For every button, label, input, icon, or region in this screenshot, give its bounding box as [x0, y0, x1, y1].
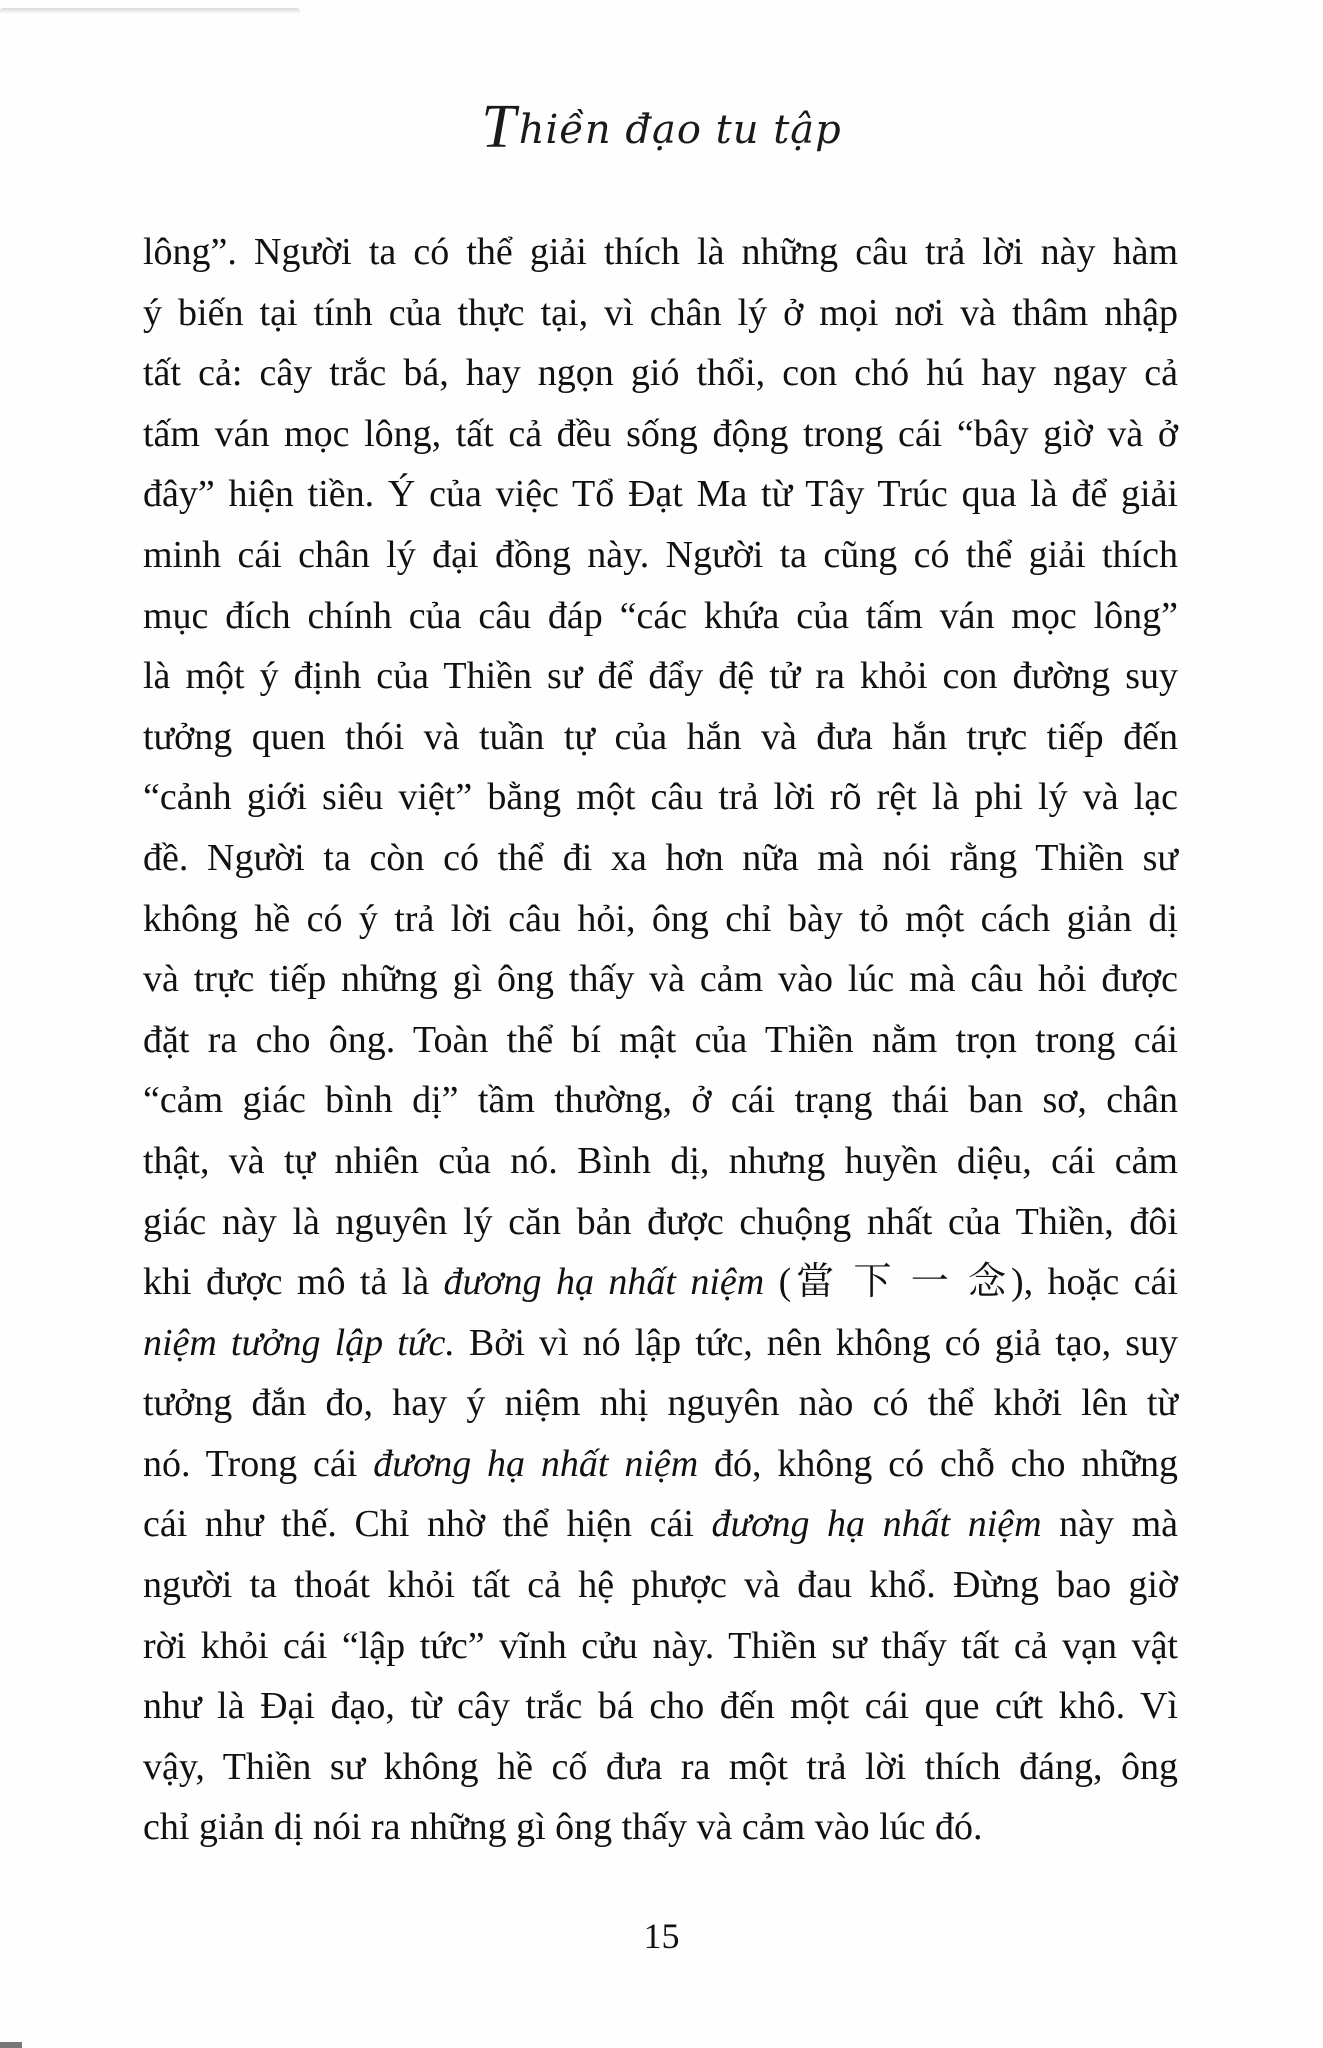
text-segment: chỉ giản dị nói ra những gì ông thấy và cảm vào lúc đó.: [143, 1806, 983, 1849]
text-segment: minh cái chân lý đại đồng này. Người ta cũng có thể giải thích: [143, 533, 1178, 576]
text-line: [143, 828, 1178, 889]
text-segment: và trực tiếp những gì ông thấy và cảm vào lúc mà câu hỏi được: [143, 958, 1178, 1001]
text-segment: này mà: [1041, 1503, 1178, 1546]
text-line: [143, 464, 1178, 525]
text-segment: là một ý định của Thiền sư để đẩy đệ tử ra khỏi con đường suy: [143, 655, 1178, 698]
text-segment: đặt ra cho ông. Toàn thể bí mật của Thiền nằm trọn trong cái: [143, 1018, 1178, 1061]
text-segment: (當 下 一 念), hoặc cái: [764, 1261, 1178, 1304]
text-segment: không hề có ý trả lời câu hỏi, ông chỉ bày tỏ một cách giản dị: [143, 897, 1178, 940]
text-line: [143, 1737, 1178, 1798]
text-segment: “cảnh giới siêu việt” bằng một câu trả lời rõ rệt là phi lý và lạc: [143, 776, 1178, 819]
scan-edge-shadow: [0, 8, 300, 14]
text-line: [143, 767, 1178, 828]
italic-term: đương hạ nhất niệm: [373, 1442, 699, 1485]
text-line: [143, 1555, 1178, 1616]
text-segment: lông”. Người ta có thể giải thích là những câu trả lời này hàm: [143, 231, 1178, 273]
text-segment: đề. Người ta còn có thể đi xa hơn nữa mà nói rằng Thiền sư: [143, 836, 1178, 879]
text-segment: cái như thế. Chỉ nhờ thể hiện cái: [143, 1503, 712, 1546]
text-segment: tấm ván mọc lông, tất cả đều sống động trong cái “bây giờ và ở: [143, 412, 1178, 455]
text-line: [143, 646, 1178, 707]
text-segment: ý biến tại tính của thực tại, vì chân lý ở mọi nơi và thâm nhập: [143, 291, 1178, 334]
italic-term: niệm tưởng lập tức.: [143, 1321, 455, 1364]
running-head-initial: T: [481, 93, 517, 161]
text-line: [143, 1131, 1178, 1192]
text-line: [143, 1313, 1178, 1374]
text-line: [143, 1252, 1178, 1313]
text-line: [143, 343, 1178, 404]
text-line: [143, 525, 1178, 586]
text-line: [143, 586, 1178, 647]
text-line: [143, 222, 1178, 283]
body-paragraph: [143, 222, 1178, 1858]
text-segment: khi được mô tả là: [143, 1261, 444, 1304]
italic-term: đương hạ nhất niệm: [711, 1503, 1042, 1546]
text-segment: nó. Trong cái: [143, 1442, 374, 1485]
text-line: [143, 1192, 1178, 1253]
text-segment: thật, và tự nhiên của nó. Bình dị, nhưng huyền diệu, cái cảm: [143, 1139, 1178, 1182]
text-segment: “cảm giác bình dị” tầm thường, ở cái trạng thái ban sơ, chân: [143, 1079, 1178, 1122]
text-segment: vậy, Thiền sư không hề cố đưa ra một trả lời thích đáng, ông: [143, 1745, 1178, 1788]
text-segment: người ta thoát khỏi tất cả hệ phược và đau khổ. Đừng bao giờ: [143, 1564, 1178, 1607]
text-segment: rời khỏi cái “lập tức” vĩnh cửu này. Thiền sư thấy tất cả vạn vật: [143, 1624, 1178, 1667]
text-line: [143, 1373, 1178, 1434]
page-number: 15: [643, 1916, 680, 1956]
italic-term: đương hạ nhất niệm: [443, 1261, 765, 1304]
running-head-title: hiền đạo tu tập: [518, 107, 842, 153]
text-line: [143, 707, 1178, 768]
text-line: [143, 1616, 1178, 1677]
text-line: [143, 1494, 1178, 1555]
text-line: [143, 404, 1178, 465]
text-line: [143, 949, 1178, 1010]
text-segment: tưởng đắn đo, hay ý niệm nhị nguyên nào có thể khởi lên từ: [143, 1382, 1178, 1425]
text-segment: đây” hiện tiền. Ý của việc Tổ Đạt Ma từ Tây Trúc qua là để giải: [143, 473, 1178, 516]
running-head: [0, 88, 1323, 159]
text-line: [143, 1010, 1178, 1071]
text-line: [143, 889, 1178, 950]
text-line: [143, 283, 1178, 344]
text-line: [143, 1797, 1178, 1858]
text-segment: tất cả: cây trắc bá, hay ngọn gió thổi, con chó hú hay ngay cả: [143, 352, 1178, 395]
text-line: [143, 1434, 1178, 1495]
text-segment: mục đích chính của câu đáp “các khứa của tấm ván mọc lông”: [143, 594, 1178, 637]
text-line: [143, 1070, 1178, 1131]
text-line: [143, 1676, 1178, 1737]
text-segment: giác này là nguyên lý căn bản được chuộng nhất của Thiền, đôi: [143, 1200, 1178, 1243]
text-segment: đó, không có chỗ cho những: [698, 1442, 1178, 1485]
text-segment: tưởng quen thói và tuần tự của hắn và đưa hắn trực tiếp đến: [143, 715, 1178, 758]
text-segment: như là Đại đạo, từ cây trắc bá cho đến một cái que cứt khô. Vì: [143, 1685, 1178, 1728]
scan-edge-mark: [0, 2042, 22, 2048]
text-segment: Bởi vì nó lập tức, nên không có giả tạo, suy: [454, 1321, 1178, 1364]
